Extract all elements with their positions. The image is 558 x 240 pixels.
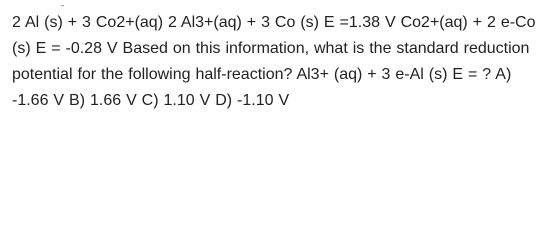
question-text: 2 Al (s) + 3 Co2+(aq) 2 Al3+(aq) + 3 Co (s) E =1.38 V Co2+(aq) + 2 e-Co (s) E = -0.28 V Based on this information, what is the standard reduction potential for the following half-reaction? Al3+ (aq) + 3 e-Al (s) E = ? A) -1.66 V B) 1.66 V C) 1.10 V D) -1.10 V	[12, 14, 536, 109]
overline-mark: ¯	[60, 5, 65, 16]
